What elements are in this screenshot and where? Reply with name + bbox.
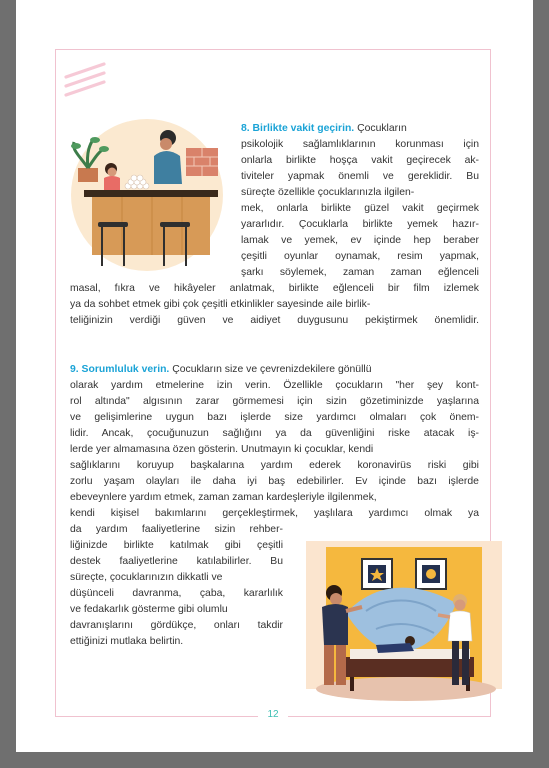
section-8-line: yararlıdır. Çocuklarla birlikte yemek hazır- xyxy=(241,219,479,230)
section-8-line: teliğinizin verdiği güven ve aidiyet duygusunu pekiştirmek önemlidir. xyxy=(70,315,480,326)
section-9-line: liğinizde birlikte katılmak gibi çeşitli xyxy=(70,540,283,551)
family-making-bed-illustration xyxy=(306,541,502,703)
section-9-line: olarak yardım etmelerine izin verin. Özellikle çocukların "her şey kont- xyxy=(70,380,479,391)
section-8-line: tiviteler yapmak önemli ve gereklidir. Bu xyxy=(241,171,479,182)
section-9-line: ebeveynlere yardım etmek, zaman zaman kardeşleriyle ilgilenmek, xyxy=(70,492,377,503)
section-8-line: şarkı söylemek, zaman zaman eğlenceli xyxy=(241,267,479,278)
section-9-text: Çocukların size ve çevrenizdekilere gönüllü xyxy=(172,364,372,375)
section-9-line: düşünceli davranma, çaba, kararlılık xyxy=(70,588,283,599)
section-8-line: onlarla birlikte hoşça vakit geçirecek ak- xyxy=(241,155,479,166)
section-8-text: Çocukların xyxy=(357,123,407,134)
section-9-line: kendi kişisel bakımlarını gerçekleştirmek, yaşlılara yardımcı olmak ya xyxy=(70,508,480,519)
section-9-line: davranışlarını gördükçe, onları takdir xyxy=(70,620,283,631)
section-9-line: destek faaliyetlerine katılabilirler. Bu xyxy=(70,556,283,567)
section-8-line: ya da sohbet etmek gibi çok çeşitli etkinlikler sayesinde aile birlik- xyxy=(70,299,371,310)
section-8-line: mek, onlarla birlikte güzel vakit geçirmek xyxy=(241,203,479,214)
section-9-line-0 xyxy=(70,362,479,378)
section-8-line: lamak ve yemek, ev içinde hep beraber xyxy=(241,235,480,246)
section-9-line: süreçte, çocuklarınızın dikkatli ve xyxy=(70,572,223,583)
section-9-line: zorlu yaşam olayları ile daha iyi baş edebilirler. Ev içinde bazı işlerde xyxy=(70,476,479,487)
section-8-line-0 xyxy=(241,121,479,137)
section-8-line: psikolojik sağlamlıklarının korunması için xyxy=(241,139,479,150)
section-9-line: da yardım faaliyetlerine sizin rehber- xyxy=(70,524,283,535)
section-9-heading: 9. Sorumluluk verin. xyxy=(70,364,170,375)
section-9-line: ettiğinizi mutlaka belirtin. xyxy=(70,636,184,647)
section-9-line: ve gelişimlerine uygun bazı işlerde size yardımcı olmaları çok önem- xyxy=(70,412,480,423)
section-8-line: süreçte özellikle çocuklarınızla ilgilen- xyxy=(241,187,415,198)
section-9-line: lidir. Ancak, çocuğunuzun sağlığını ya da güvenliğini riske atacak iş- xyxy=(70,428,480,439)
section-8-line: çeşitli oyunlar oynamak, resim yapmak, xyxy=(241,251,480,262)
section-9-line: sağlıklarını koruyup başkalarına yardım ederek koronavirüs riski gibi xyxy=(70,460,479,471)
page-number: 12 xyxy=(258,709,288,720)
family-cooking-illustration xyxy=(68,116,226,274)
section-9-line: lerde yer almamasına özen gösterin. Unutmayın ki çocuklar, kendi xyxy=(70,444,374,455)
decorative-stripes xyxy=(64,62,108,98)
section-9-line: ve fedakarlık gösterme gibi olumlu xyxy=(70,604,228,615)
section-8-heading: 8. Birlikte vakit geçirin. xyxy=(241,123,355,134)
section-8-line: masal, fıkra ve hikâyeler anlatmak, birlikte eğlenceli bir film izlemek xyxy=(70,283,479,294)
section-9-line: rol altında" algısının zarar görmemesi için sizin gözetiminizde yaşlarına xyxy=(70,396,479,407)
